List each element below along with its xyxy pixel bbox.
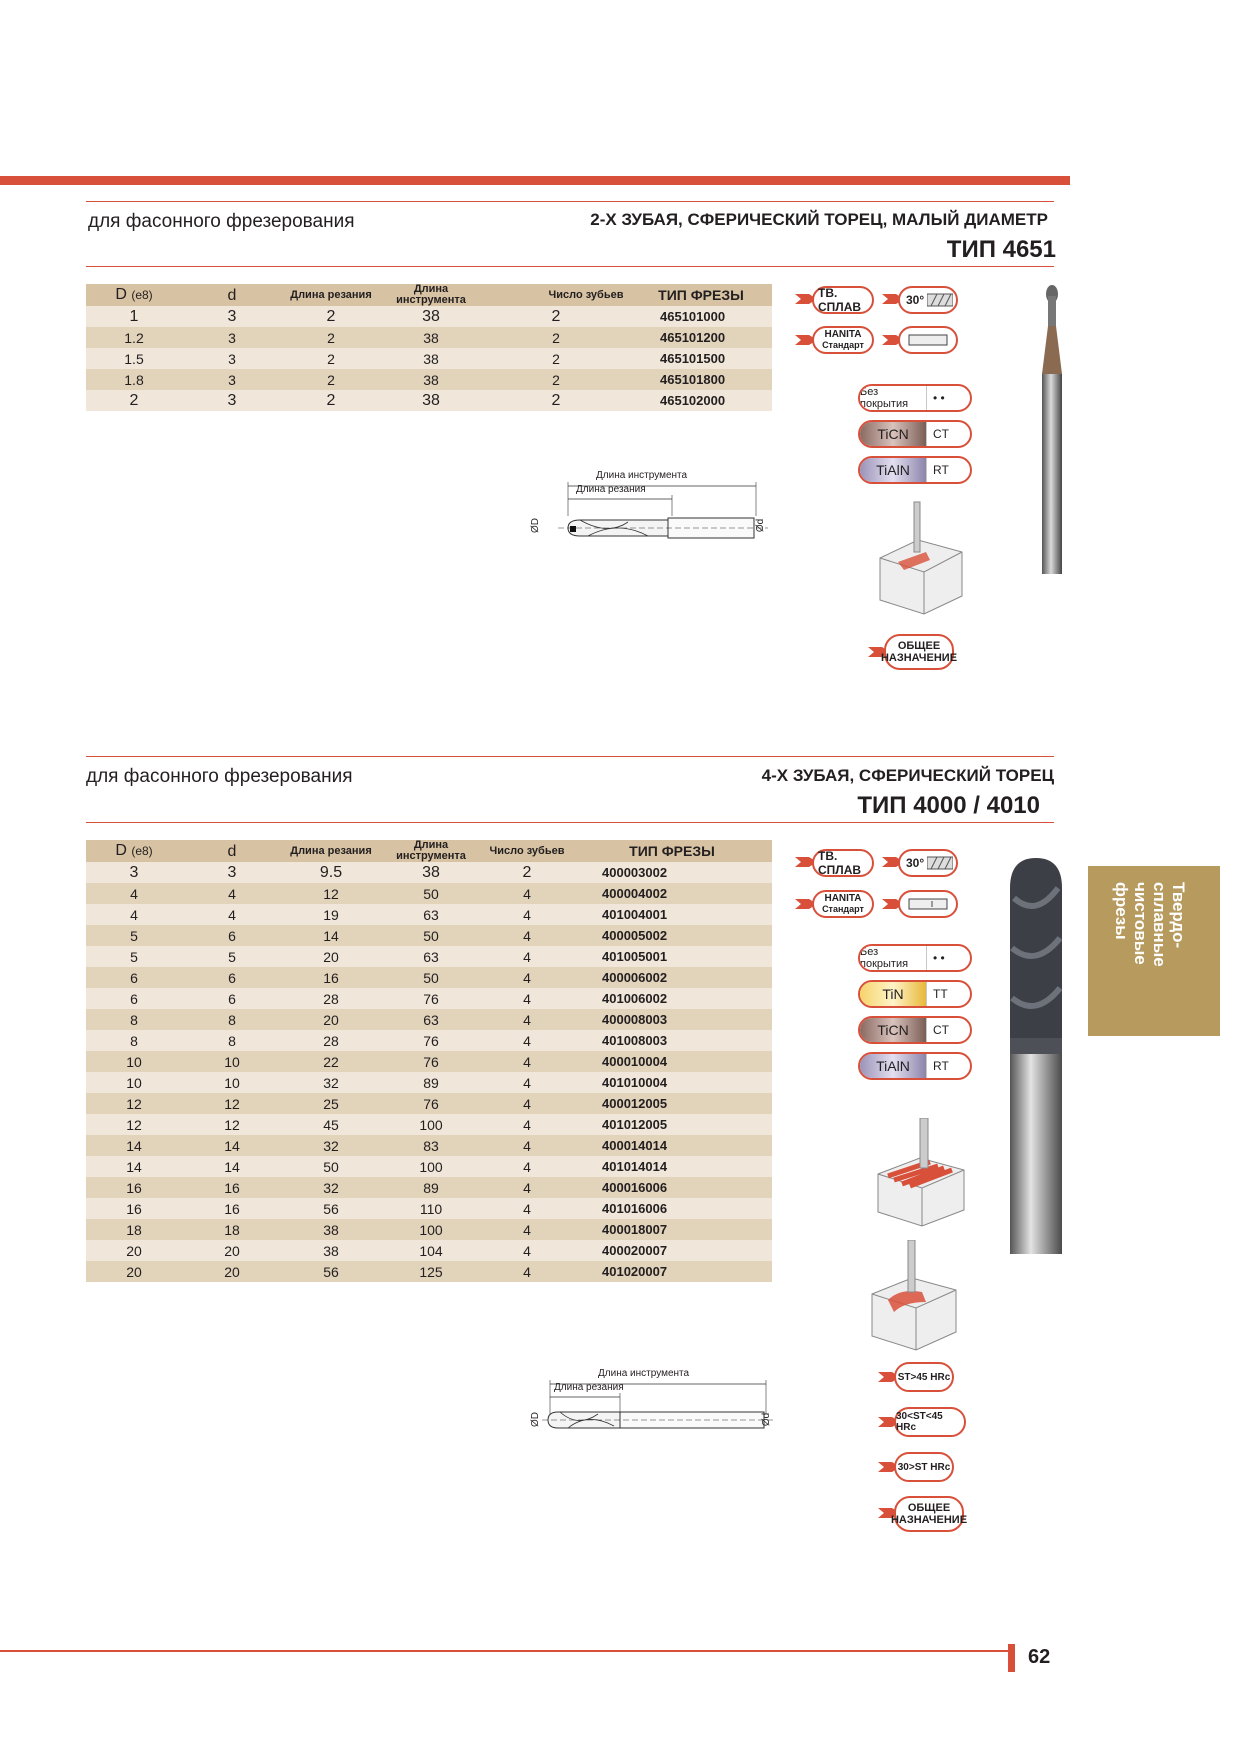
cell-code: 401014014	[572, 1156, 772, 1177]
coating-option	[858, 384, 972, 412]
cell-D: 18	[86, 1219, 182, 1240]
helix-icon	[927, 292, 953, 308]
cell-code: 401010004	[572, 1072, 772, 1093]
helix-angle-badge	[898, 849, 958, 877]
table-row	[86, 348, 772, 369]
cell-d: 3	[182, 306, 282, 327]
table-row	[86, 1198, 772, 1219]
coating-name: Без покрытия	[860, 946, 927, 970]
cell-tool: 63	[380, 946, 482, 967]
cell-code: 401005001	[572, 946, 772, 967]
cell-cut: 56	[282, 1198, 380, 1219]
column-header-cut-length: Длина резания	[282, 840, 380, 862]
spec-table	[86, 284, 772, 411]
cell-D: 2	[86, 390, 182, 411]
table-row	[86, 1051, 772, 1072]
column-header-tool-length: Длина инструмента	[380, 284, 482, 306]
cell-cut: 38	[282, 1219, 380, 1240]
cell-teeth: 4	[482, 883, 572, 904]
table-row	[86, 1261, 772, 1282]
cell-D: 8	[86, 1030, 182, 1051]
cell-tool: 100	[380, 1219, 482, 1240]
cell-cut: 20	[282, 946, 380, 967]
cell-cut: 12	[282, 883, 380, 904]
column-header-cut-length: Длина резания	[282, 284, 380, 306]
coating-code: RT	[933, 463, 949, 477]
cell-D: 6	[86, 967, 182, 988]
cell-tool: 110	[380, 1198, 482, 1219]
cell-tool: 104	[380, 1240, 482, 1261]
cell-teeth: 4	[482, 1261, 572, 1282]
coating-name: TiCN	[860, 1018, 927, 1042]
cell-code: 465101800	[630, 369, 772, 390]
coating-code: • •	[933, 391, 945, 405]
cell-code: 400006002	[572, 967, 772, 988]
cut-length-label: Длина резания	[576, 484, 646, 495]
coating-option	[858, 420, 972, 448]
cell-teeth: 4	[482, 1009, 572, 1030]
cell-cut: 2	[282, 369, 380, 390]
cell-code: 400010004	[572, 1051, 772, 1072]
cell-D: 20	[86, 1240, 182, 1261]
milling-illustration	[870, 500, 970, 618]
cell-code: 400003002	[572, 862, 772, 883]
cell-tool: 50	[380, 883, 482, 904]
table-row	[86, 1093, 772, 1114]
cell-cut: 2	[282, 327, 380, 348]
hanita-standard-badge	[812, 326, 874, 354]
cell-code: 465101200	[630, 327, 772, 348]
cell-tool: 89	[380, 1177, 482, 1198]
cell-code: 400014014	[572, 1135, 772, 1156]
cell-code: 401004001	[572, 904, 772, 925]
section-rule	[86, 201, 1054, 202]
coating-code: RT	[933, 1059, 949, 1073]
shank-badge	[898, 890, 958, 918]
cell-D: 3	[86, 862, 182, 883]
column-header-teeth: Число зубьев	[482, 840, 572, 862]
cell-D: 14	[86, 1135, 182, 1156]
cell-d: 12	[182, 1114, 282, 1135]
cell-teeth: 4	[482, 1177, 572, 1198]
cell-d: 6	[182, 967, 282, 988]
column-header-d: d	[182, 284, 282, 306]
table-row	[86, 390, 772, 411]
material-badge: ТВ. СПЛАВ	[812, 286, 874, 314]
cell-d: 3	[182, 390, 282, 411]
cell-D: 4	[86, 904, 182, 925]
cell-d: 3	[182, 369, 282, 390]
cell-cut: 2	[282, 390, 380, 411]
plain-shank-icon	[908, 898, 948, 910]
cell-tool: 50	[380, 967, 482, 988]
cell-D: 1.2	[86, 327, 182, 348]
cell-teeth: 4	[482, 988, 572, 1009]
cell-teeth: 4	[482, 1093, 572, 1114]
coating-code: • •	[933, 951, 945, 965]
cell-cut: 22	[282, 1051, 380, 1072]
table-row	[86, 1177, 772, 1198]
cell-teeth: 2	[482, 348, 630, 369]
cell-code: 400008003	[572, 1009, 772, 1030]
cell-cut: 32	[282, 1177, 380, 1198]
diameter-D-label: ØD	[530, 518, 541, 533]
cell-code: 465101000	[630, 306, 772, 327]
spec-table	[86, 840, 772, 1282]
cell-d: 12	[182, 1093, 282, 1114]
cell-d: 6	[182, 925, 282, 946]
cell-tool: 100	[380, 1156, 482, 1177]
cell-teeth: 4	[482, 1072, 572, 1093]
table-row	[86, 1135, 772, 1156]
shank-badge	[898, 326, 958, 354]
cell-code: 400020007	[572, 1240, 772, 1261]
cell-cut: 38	[282, 1240, 380, 1261]
coating-name: TiAlN	[860, 458, 927, 482]
cell-D: 5	[86, 946, 182, 967]
diameter-d-label: Ød	[761, 1412, 773, 1427]
cell-cut: 2	[282, 306, 380, 327]
table-row	[86, 1219, 772, 1240]
category-side-tab[interactable]	[1088, 866, 1220, 1036]
slot-milling-illustration	[872, 1118, 972, 1228]
cell-d: 18	[182, 1219, 282, 1240]
cell-d: 4	[182, 883, 282, 904]
helix-angle-badge	[898, 286, 958, 314]
cell-tool: 100	[380, 1114, 482, 1135]
cell-teeth: 2	[482, 306, 630, 327]
footer-rule	[0, 1650, 1014, 1652]
side-tab-line1: Твердо-	[1169, 882, 1188, 949]
general-purpose-badge	[880, 634, 958, 670]
cell-tool: 38	[380, 348, 482, 369]
cell-D: 14	[86, 1156, 182, 1177]
cell-code: 400018007	[572, 1219, 772, 1240]
cell-tool: 38	[380, 327, 482, 348]
cell-tool: 76	[380, 1030, 482, 1051]
table-row	[86, 925, 772, 946]
section-heading: 2-Х ЗУБАЯ, СФЕРИЧЕСКИЙ ТОРЕЦ, МАЛЫЙ ДИАМЕТР	[590, 210, 1048, 229]
cell-D: 4	[86, 883, 182, 904]
column-header-code: ТИП ФРЕЗЫ	[572, 840, 772, 862]
tool-type-title: ТИП 4651	[946, 236, 1056, 263]
coating-name: TiN	[860, 982, 927, 1006]
section-subtitle: для фасонного фрезерования	[86, 766, 353, 787]
column-header-code: ТИП ФРЕЗЫ	[630, 284, 772, 306]
cell-cut: 9.5	[282, 862, 380, 883]
cell-tool: 89	[380, 1072, 482, 1093]
table-row	[86, 988, 772, 1009]
cell-D: 16	[86, 1198, 182, 1219]
tool-photo	[1036, 284, 1068, 576]
table-row	[86, 1156, 772, 1177]
standard-label: Стандарт	[822, 904, 864, 914]
cell-tool: 125	[380, 1261, 482, 1282]
cell-code: 401020007	[572, 1261, 772, 1282]
material-badge: ТВ. СПЛАВ	[812, 849, 874, 877]
general-label-line2: НАЗНАЧЕНИЕ	[880, 652, 958, 664]
cavity-milling-illustration	[864, 1240, 964, 1352]
coating-option	[858, 1016, 972, 1044]
cell-teeth: 2	[482, 390, 630, 411]
column-header-tool-length: Длина инструмента	[380, 840, 482, 862]
column-header-D: D (e8)	[86, 284, 182, 306]
cell-tool: 38	[380, 862, 482, 883]
cell-tool: 38	[380, 306, 482, 327]
cell-tool: 76	[380, 1051, 482, 1072]
general-label-line2: НАЗНАЧЕНИЕ	[890, 1514, 968, 1526]
hardness-badge-medium: 30<ST<45 HRc	[894, 1407, 966, 1437]
cell-D: 10	[86, 1072, 182, 1093]
helix-icon	[927, 855, 953, 871]
standard-label: Стандарт	[822, 340, 864, 350]
tool-length-label: Длина инструмента	[598, 1368, 690, 1379]
diameter-d-label: Ød	[755, 518, 767, 533]
section-heading: 4-Х ЗУБАЯ, СФЕРИЧЕСКИЙ ТОРЕЦ	[761, 766, 1054, 785]
cell-teeth: 4	[482, 967, 572, 988]
side-tab-line4: фрезы	[1112, 882, 1131, 940]
cell-cut: 56	[282, 1261, 380, 1282]
column-header-teeth: Число зубьев	[482, 284, 630, 306]
cell-teeth: 2	[482, 862, 572, 883]
cell-d: 10	[182, 1051, 282, 1072]
coating-option	[858, 980, 972, 1008]
hardness-badge-high: ST>45 HRc	[894, 1362, 954, 1392]
cell-cut: 28	[282, 1030, 380, 1051]
cell-code: 400005002	[572, 925, 772, 946]
cell-teeth: 4	[482, 1135, 572, 1156]
cell-tool: 76	[380, 988, 482, 1009]
cell-cut: 45	[282, 1114, 380, 1135]
cell-code: 401006002	[572, 988, 772, 1009]
coating-option	[858, 944, 972, 972]
cell-d: 3	[182, 348, 282, 369]
cell-tool: 83	[380, 1135, 482, 1156]
hanita-standard-badge	[812, 890, 874, 918]
cell-cut: 50	[282, 1156, 380, 1177]
cell-teeth: 4	[482, 1114, 572, 1135]
section-rule	[86, 822, 1054, 823]
general-label-line1: ОБЩЕЕ	[897, 640, 941, 652]
general-purpose-badge	[890, 1496, 968, 1532]
cell-d: 8	[182, 1009, 282, 1030]
cell-cut: 2	[282, 348, 380, 369]
top-accent-bar	[0, 176, 1070, 185]
cell-D: 20	[86, 1261, 182, 1282]
coating-name: TiAlN	[860, 1054, 927, 1078]
cell-D: 6	[86, 988, 182, 1009]
cell-teeth: 4	[482, 1156, 572, 1177]
tool-photo	[1006, 858, 1066, 1258]
cell-teeth: 4	[482, 925, 572, 946]
cell-D: 10	[86, 1051, 182, 1072]
cell-D: 1.8	[86, 369, 182, 390]
hanita-label: HANITA	[824, 329, 862, 340]
section-rule	[86, 266, 1054, 267]
cut-length-label: Длина резания	[554, 1382, 624, 1393]
cell-code: 400016006	[572, 1177, 772, 1198]
cell-d: 10	[182, 1072, 282, 1093]
cell-code: 400004002	[572, 883, 772, 904]
table-row	[86, 946, 772, 967]
side-tab-line2: сплавные	[1150, 882, 1169, 967]
table-row	[86, 1030, 772, 1051]
section-rule	[86, 756, 1054, 757]
general-label-line1: ОБЩЕЕ	[907, 1502, 951, 1514]
tool-length-label: Длина инструмента	[596, 470, 688, 481]
cell-cut: 28	[282, 988, 380, 1009]
table-row	[86, 862, 772, 883]
cell-d: 16	[182, 1198, 282, 1219]
cell-cut: 16	[282, 967, 380, 988]
diameter-D-label: ØD	[530, 1412, 541, 1427]
plain-shank-icon	[908, 334, 948, 346]
cell-teeth: 4	[482, 1051, 572, 1072]
table-row	[86, 327, 772, 348]
cell-tool: 38	[380, 369, 482, 390]
cell-D: 8	[86, 1009, 182, 1030]
side-tab-line3: чистовые	[1131, 882, 1150, 965]
cell-teeth: 4	[482, 1240, 572, 1261]
cell-cut: 20	[282, 1009, 380, 1030]
cell-D: 12	[86, 1114, 182, 1135]
cell-D: 1	[86, 306, 182, 327]
cell-d: 3	[182, 862, 282, 883]
table-row	[86, 306, 772, 327]
cell-cut: 25	[282, 1093, 380, 1114]
cell-tool: 76	[380, 1093, 482, 1114]
coating-option	[858, 1052, 972, 1080]
table-row	[86, 1240, 772, 1261]
section-subtitle: для фасонного фрезерования	[88, 211, 355, 232]
cell-d: 20	[182, 1261, 282, 1282]
cell-tool: 63	[380, 1009, 482, 1030]
cell-teeth: 4	[482, 946, 572, 967]
cell-cut: 32	[282, 1135, 380, 1156]
cell-tool: 50	[380, 925, 482, 946]
hanita-label: HANITA	[824, 893, 862, 904]
cell-code: 401008003	[572, 1030, 772, 1051]
table-row	[86, 1009, 772, 1030]
helix-angle-label: 30°	[906, 293, 925, 307]
cell-code: 465102000	[630, 390, 772, 411]
table-row	[86, 883, 772, 904]
cell-d: 20	[182, 1240, 282, 1261]
coating-option	[858, 456, 972, 484]
cell-tool: 38	[380, 390, 482, 411]
hardness-badge-low: 30>ST HRc	[894, 1452, 954, 1482]
cell-D: 5	[86, 925, 182, 946]
table-row	[86, 967, 772, 988]
page-number: 62	[1028, 1646, 1051, 1668]
cell-cut: 19	[282, 904, 380, 925]
cell-teeth: 2	[482, 369, 630, 390]
cell-code: 401016006	[572, 1198, 772, 1219]
cell-d: 8	[182, 1030, 282, 1051]
footer-marker	[1008, 1644, 1015, 1672]
helix-angle-label: 30°	[906, 856, 925, 870]
cell-d: 14	[182, 1156, 282, 1177]
table-row	[86, 904, 772, 925]
column-header-D: D (e8)	[86, 840, 182, 862]
cell-teeth: 4	[482, 1198, 572, 1219]
coating-code: CT	[933, 1023, 949, 1037]
coating-code: TT	[933, 987, 948, 1001]
cell-teeth: 4	[482, 1219, 572, 1240]
cell-d: 4	[182, 904, 282, 925]
cell-cut: 14	[282, 925, 380, 946]
coating-name: Без покрытия	[860, 386, 927, 410]
cell-code: 400012005	[572, 1093, 772, 1114]
cell-teeth: 2	[482, 327, 630, 348]
coating-code: CT	[933, 427, 949, 441]
table-row	[86, 1114, 772, 1135]
cell-code: 401012005	[572, 1114, 772, 1135]
tool-type-title: ТИП 4000 / 4010	[857, 792, 1040, 819]
table-row	[86, 1072, 772, 1093]
cell-d: 6	[182, 988, 282, 1009]
column-header-d: d	[182, 840, 282, 862]
coating-name: TiCN	[860, 422, 927, 446]
cell-d: 14	[182, 1135, 282, 1156]
cell-teeth: 4	[482, 904, 572, 925]
cell-d: 16	[182, 1177, 282, 1198]
cell-D: 1.5	[86, 348, 182, 369]
cell-cut: 32	[282, 1072, 380, 1093]
table-row	[86, 369, 772, 390]
cell-code: 465101500	[630, 348, 772, 369]
cell-d: 5	[182, 946, 282, 967]
cell-d: 3	[182, 327, 282, 348]
cell-teeth: 4	[482, 1030, 572, 1051]
cell-D: 12	[86, 1093, 182, 1114]
cell-D: 16	[86, 1177, 182, 1198]
cell-tool: 63	[380, 904, 482, 925]
